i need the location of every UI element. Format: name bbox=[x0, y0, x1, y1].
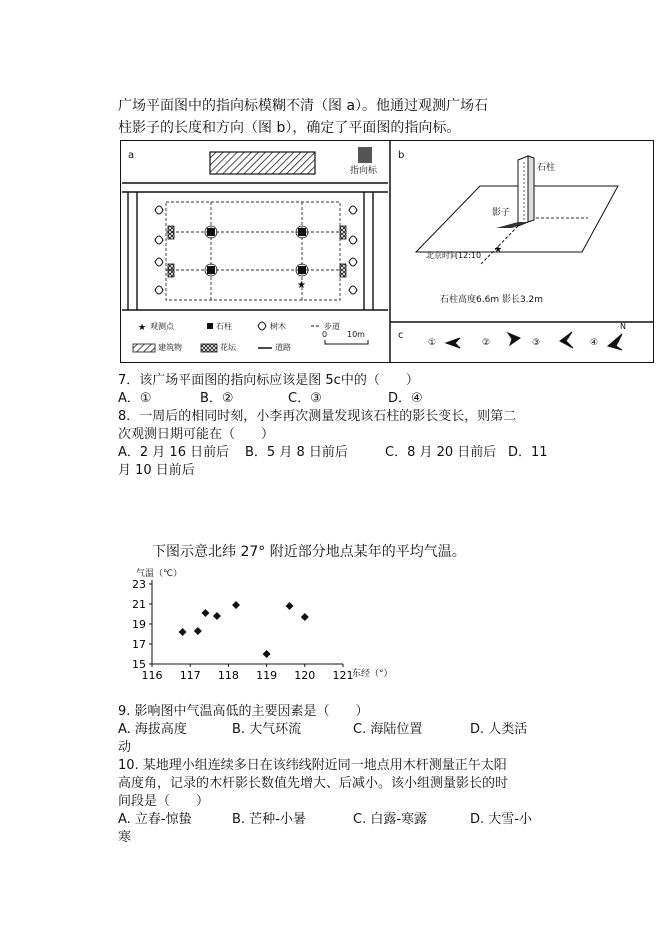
q8-d-cont: 月 10 日前后 bbox=[118, 463, 195, 478]
time-label: 北京时间12:10 bbox=[426, 251, 482, 260]
legend-building: 建筑物 bbox=[158, 343, 182, 352]
q8-stem-1: 8．一周后的相同时刻，小李再次测量发现该石柱的影长变长，则第二 bbox=[118, 409, 517, 424]
option-4: ④ bbox=[590, 338, 599, 348]
legend-tree: 树木 bbox=[270, 322, 286, 331]
legend-star-icon: ★ bbox=[138, 323, 147, 333]
legend-road: 道路 bbox=[275, 343, 291, 352]
q10-a: A. 立春-惊蛰 bbox=[118, 812, 192, 827]
chart-xlabel: 东经（°） bbox=[352, 669, 393, 679]
data-point bbox=[263, 650, 271, 658]
y-tick-label: 23 bbox=[132, 578, 146, 591]
q10-d-cont: 寒 bbox=[118, 830, 132, 845]
legend-pillar: 石柱 bbox=[216, 322, 232, 331]
intro-line-1: 广场平面图中的指向标模糊不清（图 a）。他通过观测广场石 bbox=[118, 98, 489, 114]
scale-length: 10m bbox=[347, 330, 365, 339]
q8-b: B．5 月 8 日前后 bbox=[245, 445, 348, 460]
x-tick-label: 119 bbox=[256, 669, 278, 682]
intro-line-2: 柱影子的长度和方向（图 b），确定了平面图的指向标。 bbox=[118, 120, 461, 136]
observe-point-star: ★ bbox=[297, 280, 306, 291]
q10-b: B. 芒种-小暑 bbox=[232, 812, 306, 827]
fig-b-label: b bbox=[398, 150, 405, 161]
q9-d-cont: 动 bbox=[118, 740, 132, 755]
q9-d: D. 人类活 bbox=[470, 722, 528, 737]
north-letter: N bbox=[620, 322, 626, 331]
data-point bbox=[301, 613, 309, 621]
option-2: ② bbox=[482, 338, 491, 348]
q10-stem-2: 高度角，记录的木杆影长数值先增大、后减小。该小组测量影长的时 bbox=[118, 776, 509, 791]
b-star: ★ bbox=[494, 245, 503, 255]
x-tick-label: 116 bbox=[141, 669, 163, 682]
y-tick-label: 21 bbox=[132, 598, 146, 611]
x-tick-label: 117 bbox=[179, 669, 201, 682]
y-tick-label: 19 bbox=[132, 618, 146, 631]
q7-d: D．④ bbox=[388, 391, 423, 406]
x-tick-label: 120 bbox=[294, 669, 316, 682]
q8-c: C．8 月 20 日前后 bbox=[385, 445, 497, 460]
y-tick-label: 15 bbox=[132, 658, 146, 671]
legend-observe: 观测点 bbox=[150, 322, 174, 331]
q10-stem-1: 10. 某地理小组连续多日在该纬线附近同一地点用木杆测量正午太阳 bbox=[118, 758, 507, 773]
x-tick-label: 118 bbox=[217, 669, 239, 682]
chart-axes bbox=[132, 578, 354, 682]
legend-flowerbed: 花坛 bbox=[220, 343, 236, 352]
scale-zero: 0 bbox=[322, 330, 328, 339]
q9-stem: 9. 影响图中气温高低的主要因素是（ ） bbox=[118, 704, 369, 719]
chart-points bbox=[179, 601, 309, 658]
q7-b: B．② bbox=[200, 391, 234, 406]
data-point bbox=[213, 612, 221, 620]
data-point bbox=[179, 628, 187, 636]
q7-stem: 7．该广场平面图的指向标应该是图 5c中的（ ） bbox=[118, 373, 419, 388]
pillar-label: 石柱 bbox=[537, 163, 556, 173]
compass-label: 指向标 bbox=[350, 166, 378, 176]
q8-a: A．2 月 16 日前后 bbox=[118, 445, 230, 460]
legend-footpath: 步道 bbox=[324, 322, 340, 331]
data-point bbox=[286, 602, 294, 610]
option-3: ③ bbox=[532, 338, 541, 348]
data-point bbox=[201, 609, 209, 617]
q7-a: A．① bbox=[118, 391, 152, 406]
q9-c: C. 海陆位置 bbox=[353, 722, 423, 737]
b-caption: 石柱高度6.6m 影长3.2m bbox=[440, 295, 544, 305]
data-point bbox=[194, 627, 202, 635]
q8-stem-2: 次观测日期可能在（ ） bbox=[118, 427, 275, 442]
y-tick-label: 17 bbox=[132, 638, 146, 651]
x-tick-label: 121 bbox=[332, 669, 354, 682]
q9-b: B. 大气环流 bbox=[232, 722, 302, 737]
q8-d: D．11 bbox=[508, 445, 548, 460]
q10-c: C. 白露-寒露 bbox=[353, 812, 428, 827]
option-1: ① bbox=[428, 338, 437, 348]
fig-c-label: c bbox=[398, 330, 404, 341]
q7-c: C．③ bbox=[288, 391, 322, 406]
chart-intro: 下图示意北纬 27° 附近部分地点某年的平均气温。 bbox=[152, 544, 466, 560]
q10-stem-3: 间段是（ ） bbox=[118, 794, 210, 809]
q10-d: D. 大雪-小 bbox=[470, 812, 532, 827]
fig-a-label: a bbox=[128, 150, 135, 161]
chart-ylabel: 气温（℃） bbox=[136, 569, 183, 579]
data-point bbox=[232, 601, 240, 609]
shadow-label: 影子 bbox=[492, 208, 511, 218]
q9-a: A. 海拔高度 bbox=[118, 722, 187, 737]
